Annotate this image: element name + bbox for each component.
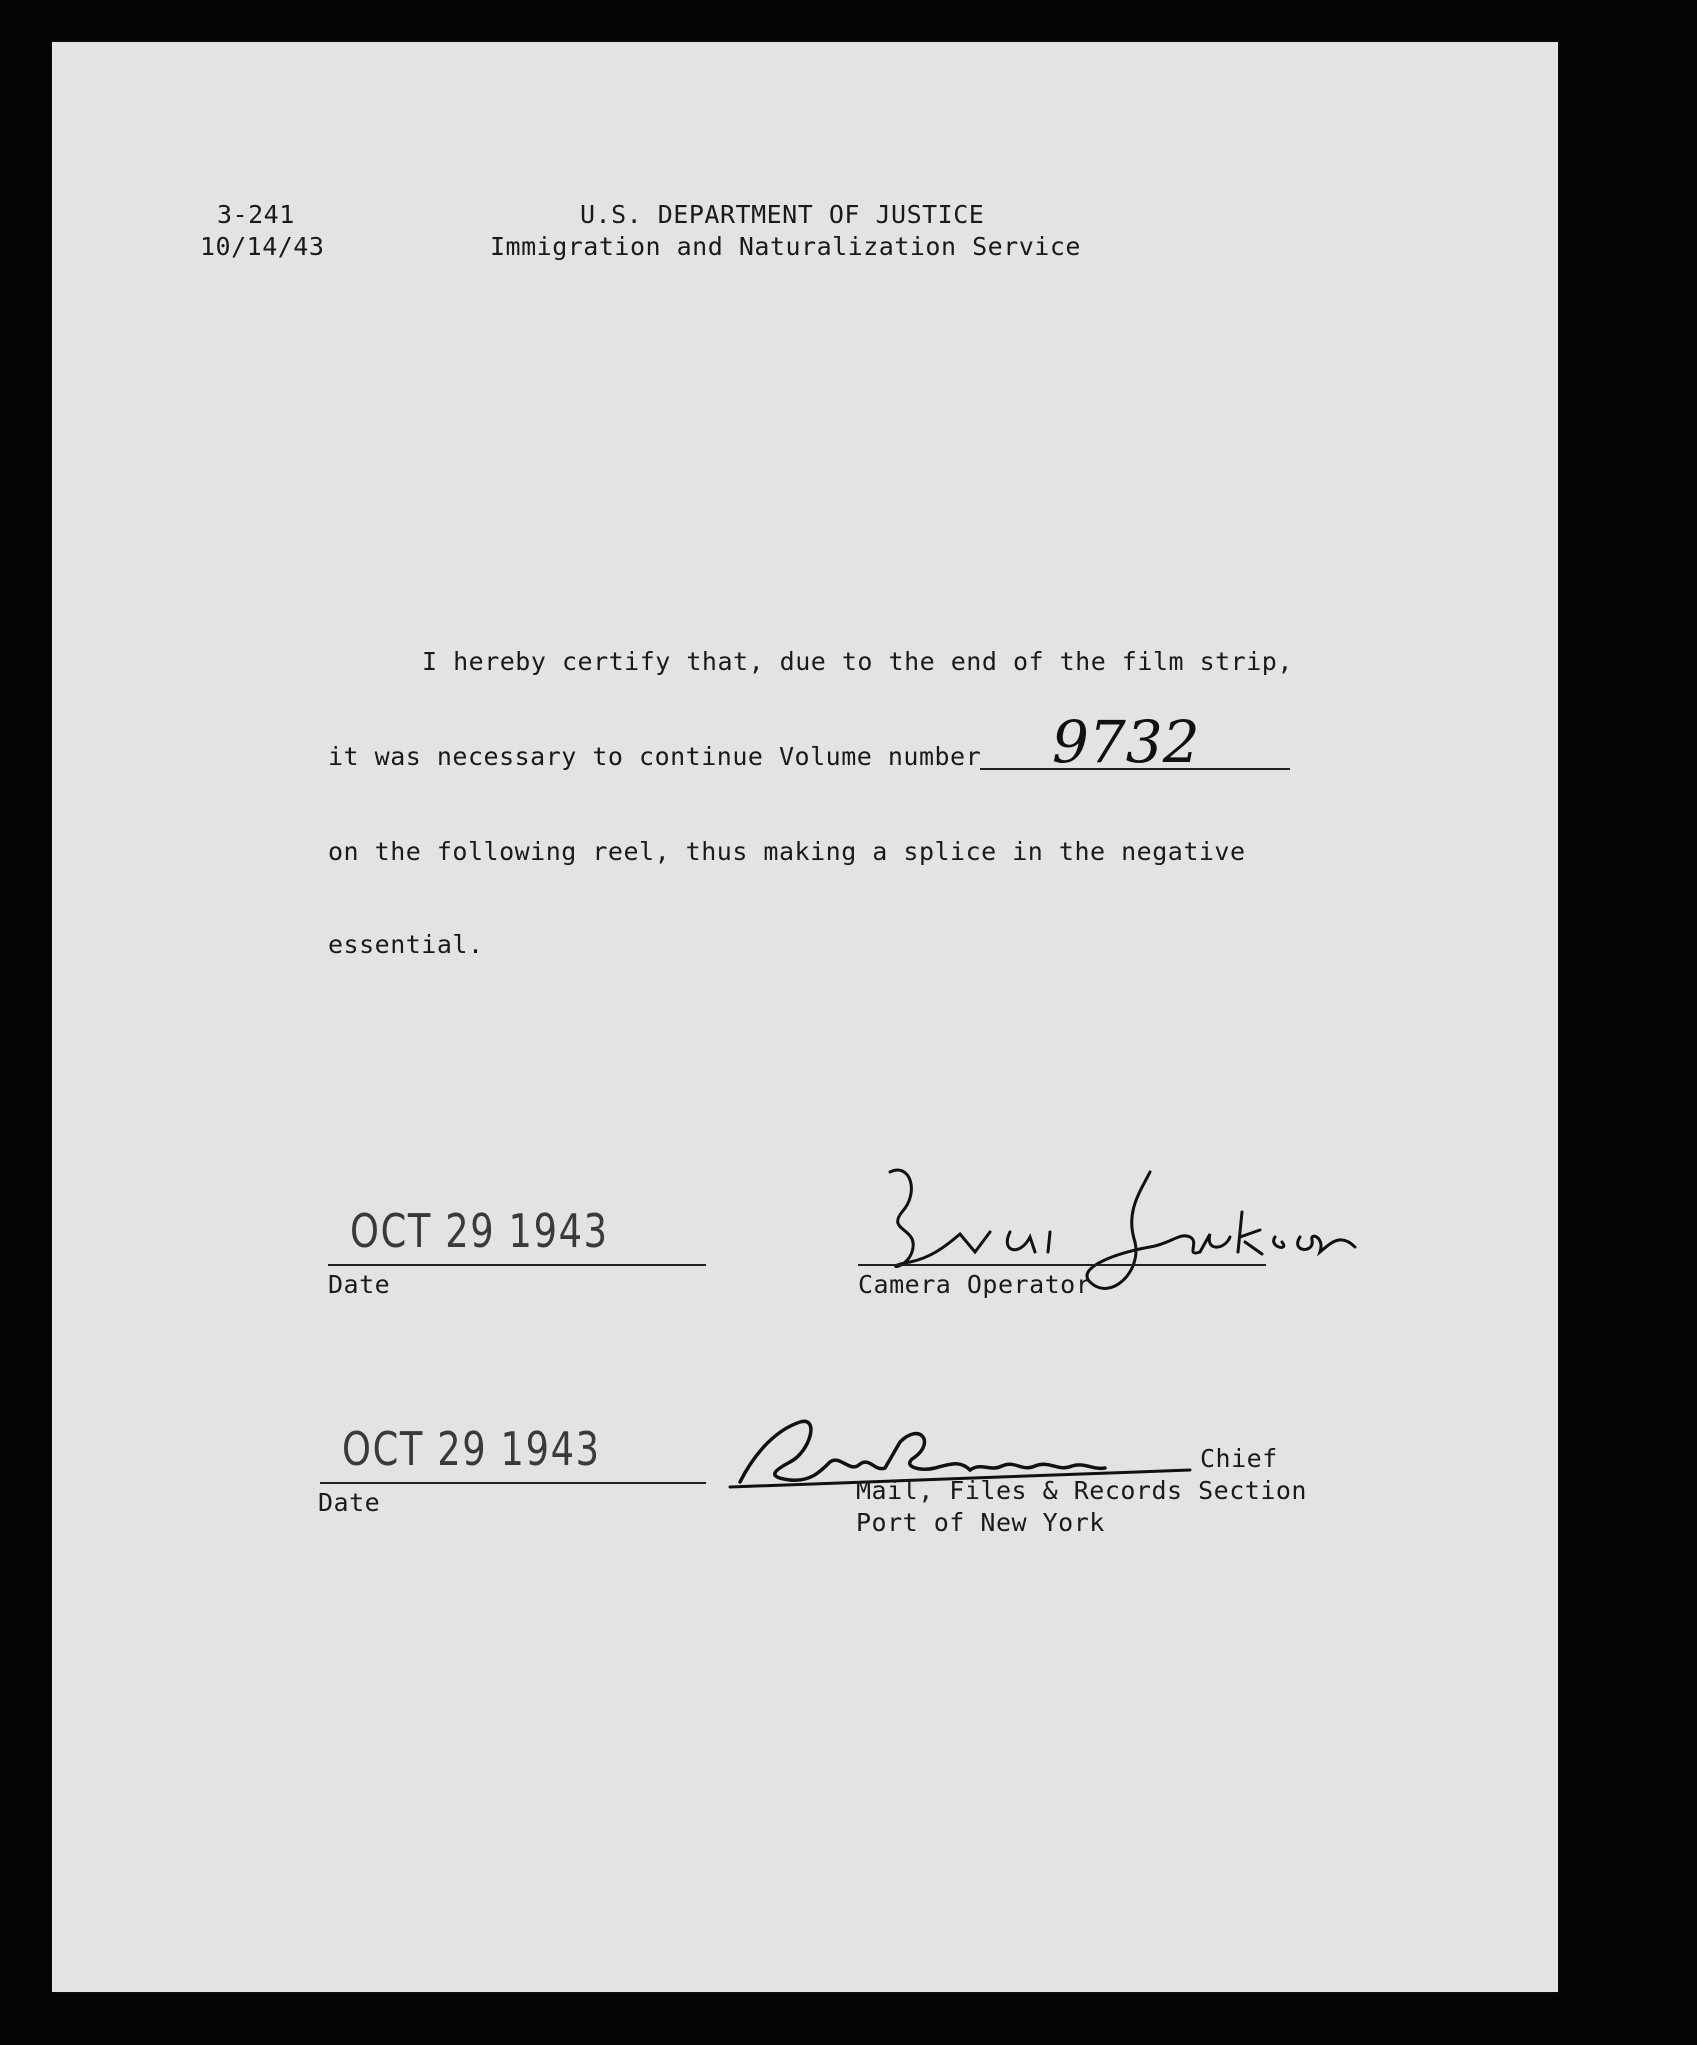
- camera-operator-line: [858, 1264, 1266, 1266]
- date-line-camera-operator: [328, 1264, 706, 1266]
- date-label-camera-operator: Date: [328, 1270, 391, 1299]
- certification-line-4: essential.: [328, 930, 484, 959]
- document-page: [52, 42, 1558, 1992]
- certification-line-2: it was necessary to continue Volume number: [328, 742, 982, 771]
- service-heading: Immigration and Naturalization Service: [490, 232, 1081, 261]
- date-line-chief: [320, 1482, 706, 1484]
- department-heading: U.S. DEPARTMENT OF JUSTICE: [580, 200, 985, 229]
- form-number: 3-241: [217, 200, 295, 229]
- certification-line-3: on the following reel, thus making a splice in the negative: [328, 837, 1246, 866]
- date-stamp-chief: OCT 29 1943: [342, 1422, 601, 1476]
- date-stamp-camera-operator: OCT 29 1943: [350, 1204, 609, 1258]
- volume-number-handwritten: 9732: [1052, 708, 1200, 776]
- chief-port: Port of New York: [856, 1508, 1105, 1537]
- date-label-chief: Date: [318, 1488, 381, 1517]
- form-date: 10/14/43: [200, 232, 325, 261]
- certification-line-1: I hereby certify that, due to the end of the film strip,: [422, 647, 1293, 676]
- camera-operator-label: Camera Operator: [858, 1270, 1092, 1299]
- chief-title: Chief: [1200, 1444, 1278, 1473]
- chief-section: Mail, Files & Records Section: [856, 1476, 1307, 1505]
